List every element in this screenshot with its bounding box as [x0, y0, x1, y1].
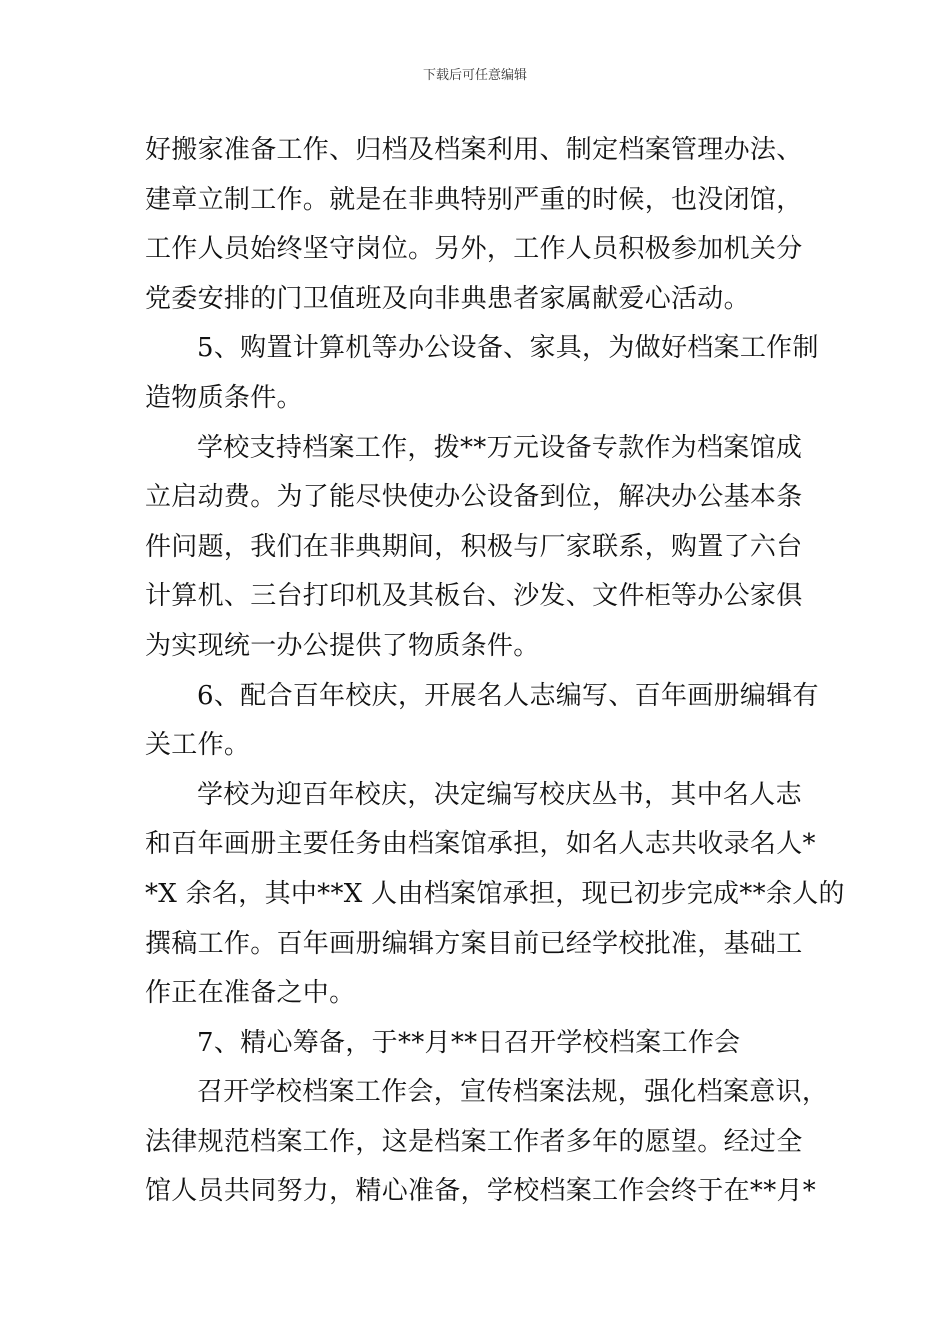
text-line: 法律规范档案工作，这是档案工作者多年的愿望。经过全 [145, 1126, 803, 1157]
text-line: 馆人员共同努力，精心准备，学校档案工作会终于在**月* [145, 1176, 817, 1207]
section-heading-6: 6、配合百年校庆，开展名人志编写、百年画册编辑有 [197, 680, 819, 711]
text-line: 建章立制工作。就是在非典特别严重的时候，也没闭馆， [145, 184, 803, 215]
text-line: 计算机、三台打印机及其板台、沙发、文件柜等办公家俱 [145, 581, 803, 612]
text-line: 学校支持档案工作，拨**万元设备专款作为档案馆成 [197, 432, 803, 463]
text-line: 学校为迎百年校庆，决定编写校庆丛书，其中名人志 [197, 779, 802, 810]
document-body [145, 126, 845, 1217]
text-line: 撰稿工作。百年画册编辑方案目前已经学校批准，基础工 [145, 928, 803, 959]
text-line: 为实现统一办公提供了物质条件。 [145, 630, 540, 661]
page-header: 下载后可任意编辑 [422, 68, 527, 83]
text-line: 立启动费。为了能尽快使办公设备到位，解决办公基本条 [145, 482, 803, 513]
text-line: 作正在准备之中。 [145, 978, 356, 1009]
text-line: 党委安排的门卫值班及向非典患者家属献爱心活动。 [145, 283, 750, 314]
text-line: *X 余名，其中**X 人由档案馆承担，现已初步完成**余人的 [145, 878, 845, 909]
text-line: 好搬家准备工作、归档及档案利用、制定档案管理办法、 [145, 135, 803, 165]
section-heading-7: 7、精心筹备，于**月**日召开学校档案工作会 [197, 1027, 741, 1058]
text-line: 和百年画册主要任务由档案馆承担，如名人志共收录名人* [145, 829, 816, 860]
text-line: 工作人员始终坚守岗位。另外，工作人员积极参加机关分 [145, 234, 803, 265]
text-line: 召开学校档案工作会，宣传档案法规，强化档案意识， [197, 1077, 829, 1108]
text-line: 造物质条件。 [145, 382, 303, 413]
text-line: 关工作。 [145, 730, 251, 761]
text-line: 件问题，我们在非典期间，积极与厂家联系，购置了六台 [145, 531, 803, 562]
section-heading-5: 5、购置计算机等办公设备、家具，为做好档案工作制 [197, 333, 819, 364]
